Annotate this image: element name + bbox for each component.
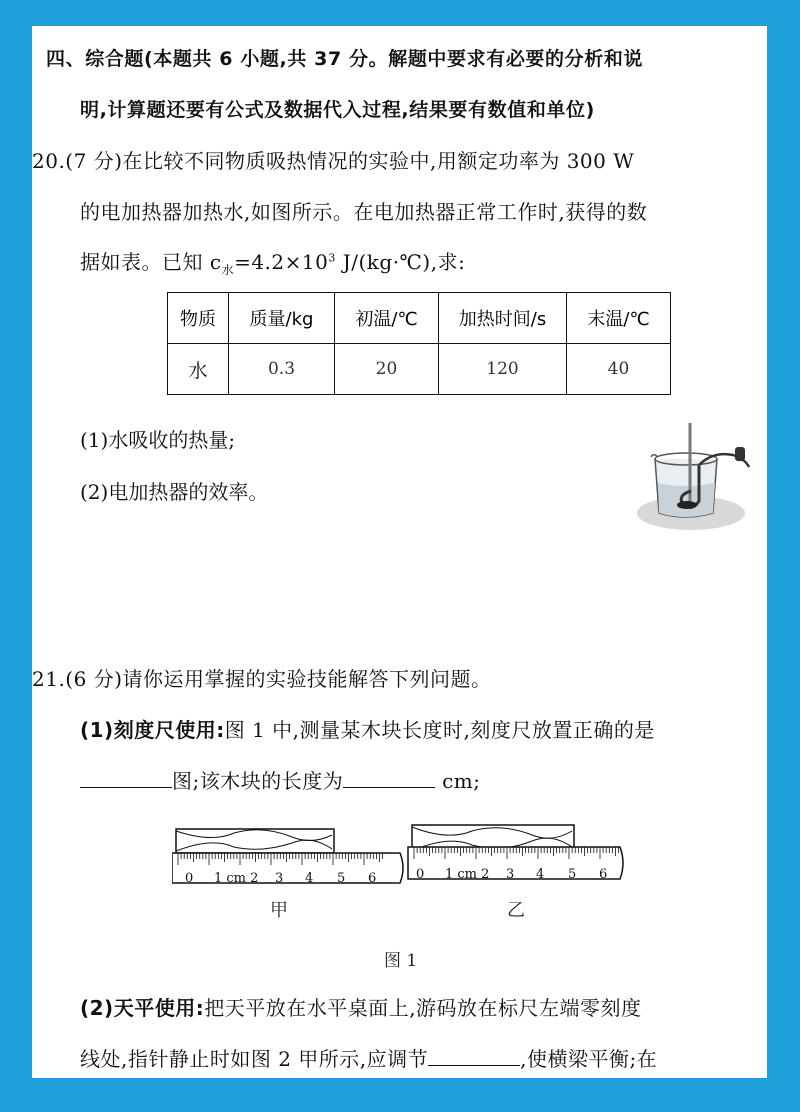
q20-line3 [80,246,465,278]
q20-sub1: (1)水吸收的热量; [80,428,236,452]
figure-1-caption: 图 1 [384,951,418,971]
tick-label: 1 cm 2 [445,867,490,882]
table-cell: 水 [168,344,229,395]
figure-label-left: 甲 [270,900,288,921]
q20-line3-pre: 据如表。已知 c [80,250,222,274]
q20-sub2: (2)电加热器的效率。 [80,480,269,504]
q21-part2-line2b: ,使横梁平衡;在 [520,1047,658,1071]
beaker-heater-illustration [637,421,755,536]
q21-line1: 21.(6 分)请你运用掌握的实验技能解答下列问题。 [32,667,492,691]
table-header-cell: 质量/kg [229,293,335,344]
table-cell: 20 [335,344,439,395]
q21-part2 [80,992,642,1021]
table-header-cell: 末温/℃ [567,293,671,344]
ruler-labels-right [416,867,636,887]
q21-part2-line2 [80,1043,657,1072]
q21-part2-text: 把天平放在水平桌面上,游码放在标尺左端零刻度 [204,996,642,1020]
answer-blank[interactable] [343,771,435,788]
table-header-row [168,293,671,344]
ruler-labels-left [185,871,405,891]
tick-label: 3 [275,871,284,886]
answer-blank[interactable] [428,1049,520,1066]
table-header-cell: 加热时间/s [439,293,567,344]
table-cell: 40 [567,344,671,395]
q21-part1-line2 [80,765,481,794]
figure-label-right: 乙 [507,900,525,921]
table-header-cell: 初温/℃ [335,293,439,344]
tick-label: 4 [536,867,545,882]
q20-data-table [167,292,671,395]
q20-line1: 20.(7 分)在比较不同物质吸热情况的实验中,用额定功率为 300 W [32,149,635,173]
table-row [168,344,671,395]
tick-label: 1 cm 2 [214,871,259,886]
q21-part1 [80,714,655,743]
table-header-cell: 物质 [168,293,229,344]
tick-label: 3 [506,867,515,882]
q21-part1-line2a: 图;该木块的长度为 [172,769,344,793]
q21-part1-label: (1)刻度尺使用: [80,718,225,742]
tick-label: 6 [368,871,377,886]
tick-label: 4 [305,871,314,886]
q21-part2-label: (2)天平使用: [80,996,205,1020]
tick-label: 5 [568,867,577,882]
tick-label: 5 [337,871,346,886]
answer-blank[interactable] [80,771,172,788]
q21-part2-line2a: 线处,指针静止时如图 2 甲所示,应调节 [80,1047,429,1071]
section-header-line1: 四、综合题(本题共 6 小题,共 37 分。解题中要求有必要的分析和说 [46,48,644,70]
tick-label: 0 [185,871,194,886]
q21-part1-line2b: cm; [435,769,481,793]
tick-label: 6 [599,867,608,882]
table-cell: 0.3 [229,344,335,395]
q20-line3-sup: 3 [328,251,336,265]
section-header-line2: 明,计算题还要有公式及数据代入过程,结果要有数值和单位) [80,99,595,121]
exam-page [32,26,767,1078]
q21-part1-text: 图 1 中,测量某木块长度时,刻度尺放置正确的是 [224,718,655,742]
q20-line3-post: J/(kg·℃),求: [335,250,466,274]
q20-line3-mid: =4.2×10 [234,250,329,274]
q20-line2: 的电加热器加热水,如图所示。在电加热器正常工作时,获得的数 [80,200,648,224]
q20-line3-sub: 水 [221,263,235,277]
table-cell: 120 [439,344,567,395]
tick-label: 0 [416,867,425,882]
